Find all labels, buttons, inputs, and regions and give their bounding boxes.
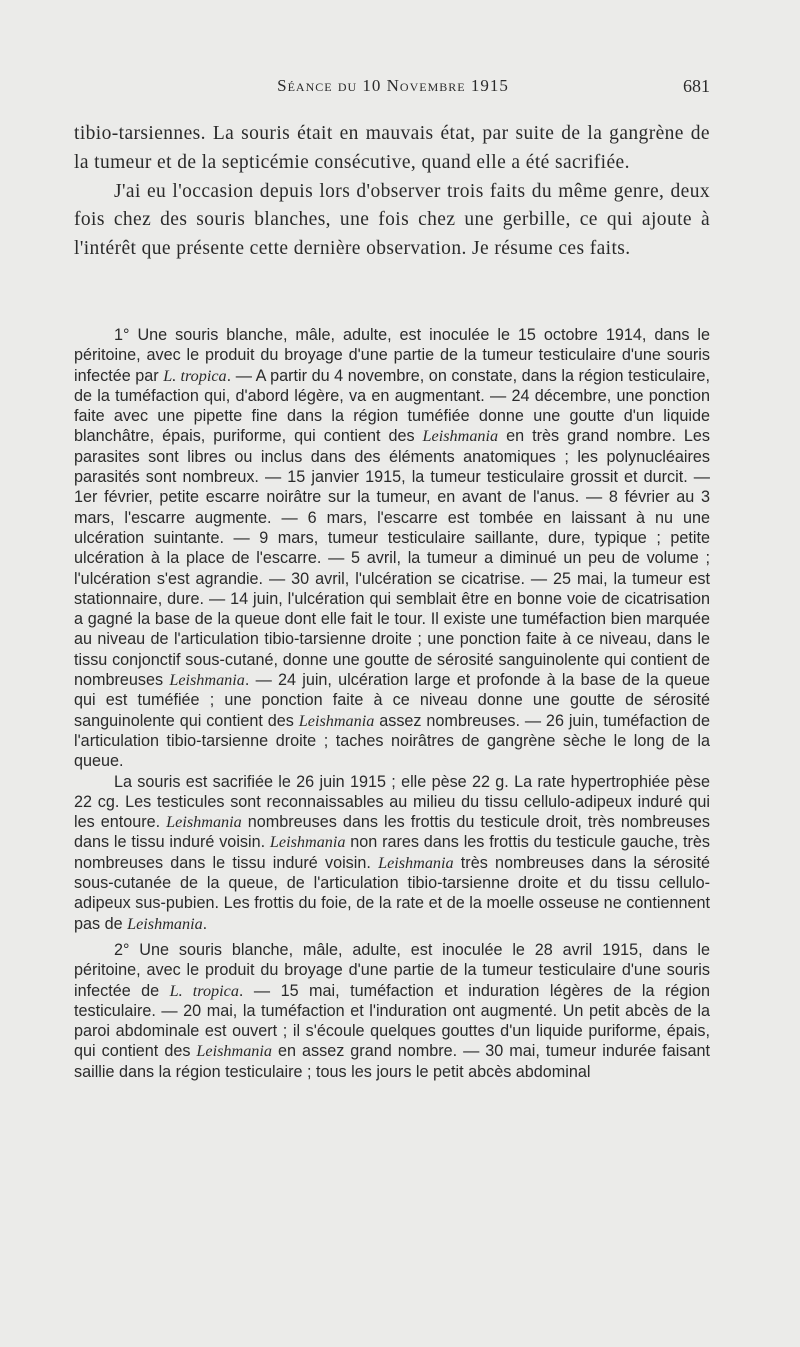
case-2-genus-1: Leishmania <box>196 1042 272 1061</box>
case-1-text-d: . — 24 juin, ulcération large et profonde à la base de la queue qui est tuméfiée ; une ponction faite à ce niveau donne une goutte de sérosité sanguinolente qui contient des <box>74 671 711 730</box>
case-1-species: L. tropica <box>163 366 227 385</box>
page-number: 681 <box>683 76 710 96</box>
case-1-result-genus-4: Leishmania <box>127 914 203 933</box>
case-1-result-genus-1: Leishmania <box>166 813 242 832</box>
case-2-text-a: 2° Une souris blanche, mâle, adulte, est inoculée le 28 avril 1915, dans le péritoine, avec le produit du broyage d'une partie de la tumeur testiculaire d'une souris infectée de <box>74 940 710 1000</box>
case-1-result-paragraph <box>74 772 710 934</box>
case-2-text-c: en assez grand nombre. — 30 mai, tumeur indurée faisant saillie dans la région testiculaire ; tous les jours le petit abcès abdominal <box>74 1042 710 1081</box>
case-1-result-b: nombreuses dans les frottis du testicule droit, très nombreuses dans le tissu induré voisin. <box>74 813 710 852</box>
case-1-genus-3: Leishmania <box>298 711 375 730</box>
case-1-result-genus-2: Leishmania <box>269 833 346 852</box>
case-1-genus-1: Leishmania <box>422 427 499 446</box>
case-1-text-a: 1° Une souris blanche, mâle, adulte, est inoculée le 15 octobre 1914, dans le péritoine, avec le produit du broyage d'une partie de la tumeur testiculaire d'une souris infectée par <box>74 326 710 385</box>
case-reports <box>74 325 710 1082</box>
intro-paragraph-2: J'ai eu l'occasion depuis lors d'observer trois faits du même genre, deux fois chez des souris blanches, une fois chez une gerbille, ce qui ajoute à l'intérêt que présente cette dernière observation. Je résume ces faits. <box>74 180 710 260</box>
case-2-paragraph <box>74 940 710 1082</box>
case-1-text-c: en très grand nombre. Les parasites sont libres ou inclus dans des éléments anatomiques ; les polynucléaires parasités sont nombreux. — 15 janvier 1915, la tumeur testiculaire grossit et durcit. — 1er février, petite escarre noirâtre sur la tumeur, en avant de l'anus. — 8 février au 3 mars, l'escarre augmente. — 6 mars, l'escarre est tombée en laissant à nu une ulcération suintante. — 9 mars, tumeur testiculaire saillante, dure, typique ; petite ulcération à la place de l'escarre. — 5 avril, la tumeur a diminué un peu de volume ; l'ulcération s'est agrandie. — 30 avril, l'ulcération se cicatrise. — 25 mai, la tumeur est stationnaire, dure. — 14 juin, l'ulcération qui semblait être en bonne voie de cicatrisation a gagné la base de la queue dont elle fait le tour. Il existe une tuméfaction bien marquée au niveau de l'articulation tibio-tarsienne droite ; une ponction faite à ce niveau, dans le tissu conjonctif sous-cutané, donne une goutte de sérosité sanguinolente qui contient de nombreuses <box>74 427 710 690</box>
case-1-genus-2: Leishmania <box>169 671 245 690</box>
case-1-text-e: assez nombreuses. — 26 juin, tuméfaction de l'articulation tibio-tarsienne droite ; taches noirâtres de gangrène sèche le long de la queue. <box>74 711 710 771</box>
case-1-result-e: . <box>202 914 208 933</box>
case-2-text-b: . — 15 mai, tuméfaction et induration légères de la région testiculaire. — 20 mai, la tuméfaction et l'induration ont augmenté. Un petit abcès de la paroi abdominale est ouvert ; il s'écoule quelques gouttes d'un liquide puriforme, épais, qui contient des <box>74 981 710 1061</box>
case-1-result-genus-3: Leishmania <box>378 853 454 872</box>
running-title: Séance du 10 Novembre 1915 <box>277 76 509 95</box>
intro-text <box>74 120 710 264</box>
intro-paragraph-1: tibio-tarsiennes. La souris était en mauvais état, par suite de la gangrène de la tumeur et de la septicémie consécutive, quand elle a été sacrifiée. <box>74 123 710 173</box>
case-1-paragraph <box>74 325 710 772</box>
running-header <box>76 76 710 106</box>
case-1-result-c: non rares dans les frottis du testicule gauche, très nombreuses dans le tissu induré voisin. <box>74 833 711 872</box>
case-1-result-a: La souris est sacrifiée le 26 juin 1915 ; elle pèse 22 g. La rate hypertrophiée pèse 22 cg. Les testicules sont reconnaissables au milieu du tissu cellulo-adipeux induré qui les entoure. <box>74 772 710 832</box>
case-2-species: L. tropica <box>169 981 239 1000</box>
case-1-text-b: . — A partir du 4 novembre, on constate, dans la région testiculaire, de la tuméfaction qui, d'abord légère, va en augmentant. — 24 décembre, une ponction faite avec une pipette fine dans la région tuméfiée donne une goutte d'un liquide blanchâtre, épais, puriforme, qui contient des <box>74 366 711 446</box>
case-1-result-d: très nombreuses dans la sérosité sous-cutanée de la queue, de l'articulation tibio-tarsienne droite et du tissu cellulo-adipeux sus-pubien. Les frottis du foie, de la rate et de la moelle osseuse ne contiennent pas de <box>74 853 710 933</box>
